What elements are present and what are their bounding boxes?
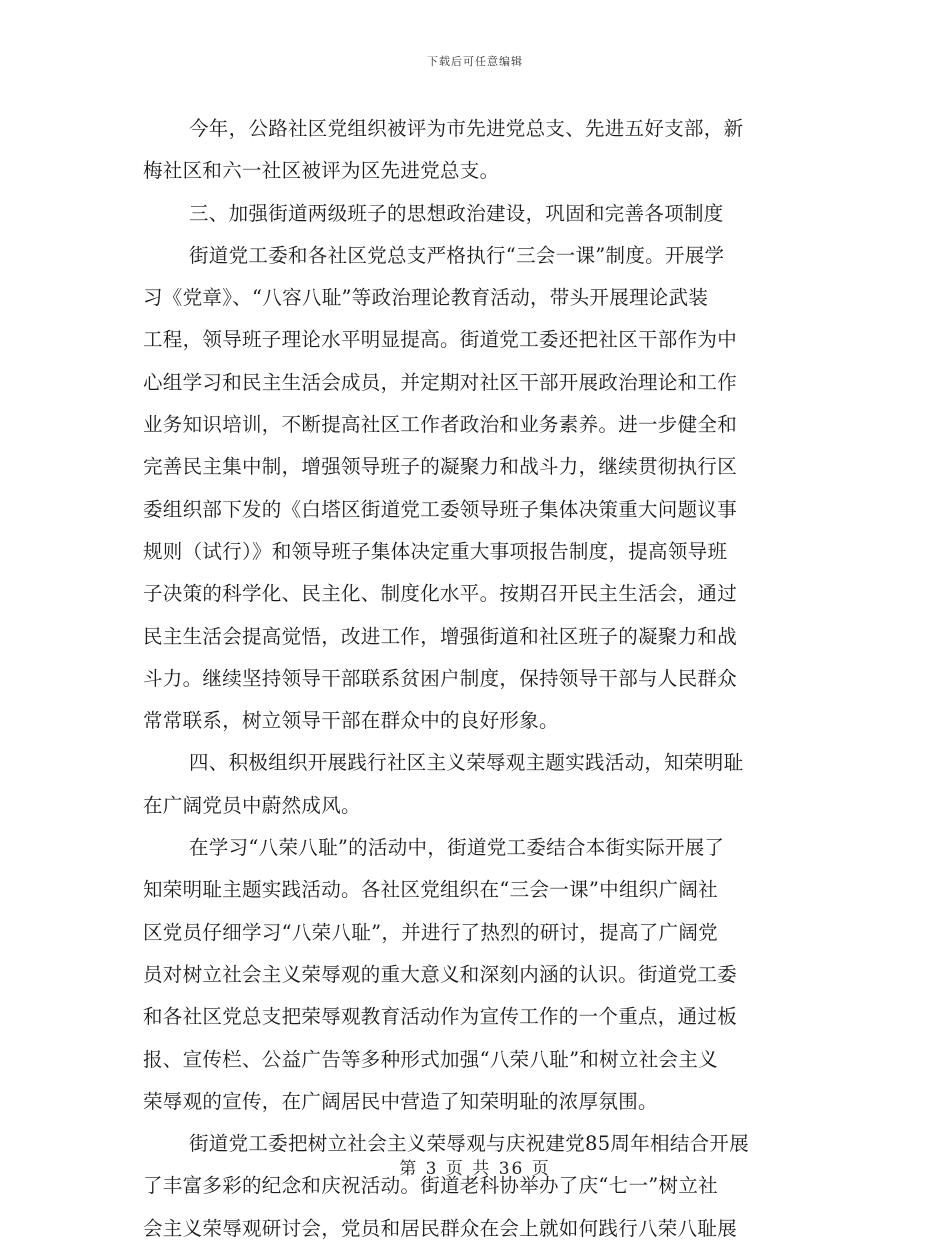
text-line: 规则（试行）》和领导班子集体决定重大事项报告制度，提高领导班	[143, 539, 728, 563]
text-line: 了丰富多彩的纪念和庆祝活动。街道老科协举办了庆“七一”树立社	[143, 1174, 718, 1198]
text-line: 会主义荣辱观研讨会，党员和居民群众在会上就如何践行八荣八耻展	[143, 1216, 738, 1240]
text-line: 完善民主集中制，增强领导班子的凝聚力和战斗力，继续贯彻执行区	[143, 455, 738, 479]
text-line: 委组织部下发的《白塔区街道党工委领导班子集体决策重大问题议事	[143, 497, 738, 521]
page-header: 下载后可任意编辑	[427, 55, 523, 68]
text-line: 三、加强街道两级班子的思想政治建设，巩固和完善各项制度	[189, 201, 724, 225]
text-line: 斗力。继续坚持领导干部联系贫困户制度，保持领导干部与人民群众	[143, 666, 738, 690]
text-line: 报、宣传栏、公益广告等多种形式加强“八荣八耻”和树立社会主义	[143, 1047, 718, 1071]
text-line: 员对树立社会主义荣辱观的重大意义和深刻内涵的认识。街道党工委	[143, 962, 738, 986]
text-line: 街道党工委和各社区党总支严格执行“三会一课”制度。开展学	[189, 243, 725, 267]
page-footer: 第 3 页 共 36 页	[399, 1159, 551, 1179]
text-line: 子决策的科学化、民主化、制度化水平。按期召开民主生活会，通过	[143, 582, 738, 606]
text-line: 今年，公路社区党组织被评为市先进党总支、先进五好支部，新	[189, 117, 744, 140]
text-line: 区党员仔细学习“八荣八耻”，并进行了热烈的研讨，提高了广阔党	[143, 920, 718, 944]
text-line: 在学习“八荣八耻”的活动中，街道党工委结合本街实际开展了	[189, 836, 725, 860]
text-line: 心组学习和民主生活会成员，并定期对社区干部开展政治理论和工作	[143, 370, 738, 394]
text-line: 工程，领导班子理论水平明显提高。街道党工委还把社区干部作为中	[143, 328, 738, 352]
text-line: 在广阔党员中蔚然成风。	[143, 793, 361, 817]
text-line: 业务知识培训，不断提高社区工作者政治和业务素养。进一步健全和	[143, 413, 738, 437]
text-line: 常常联系，树立领导干部在群众中的良好形象。	[143, 709, 559, 733]
text-line: 民主生活会提高觉悟，改进工作，增强街道和社区班子的凝聚力和战	[143, 624, 738, 648]
text-line: 荣辱观的宣传，在广阔居民中营造了知荣明耻的浓厚氛围。	[143, 1089, 658, 1113]
text-line: 街道党工委把树立社会主义荣辱观与庆祝建党85周年相结合开展	[189, 1132, 750, 1156]
text-line: 知荣明耻主题实践活动。各社区党组织在“三会一课”中组织广阔社	[143, 878, 718, 902]
text-line: 习《党章》、“八容八耻”等政治理论教育活动，带头开展理论武装	[143, 286, 709, 310]
text-line: 和各社区党总支把荣辱观教育活动作为宣传工作的一个重点，通过板	[143, 1005, 738, 1029]
text-line: 四、积极组织开展践行社区主义荣辱观主题实践活动，知荣明耻	[189, 751, 744, 775]
text-line: 梅社区和六一社区被评为区先进党总支。	[143, 159, 500, 183]
document-body	[143, 108, 807, 1250]
